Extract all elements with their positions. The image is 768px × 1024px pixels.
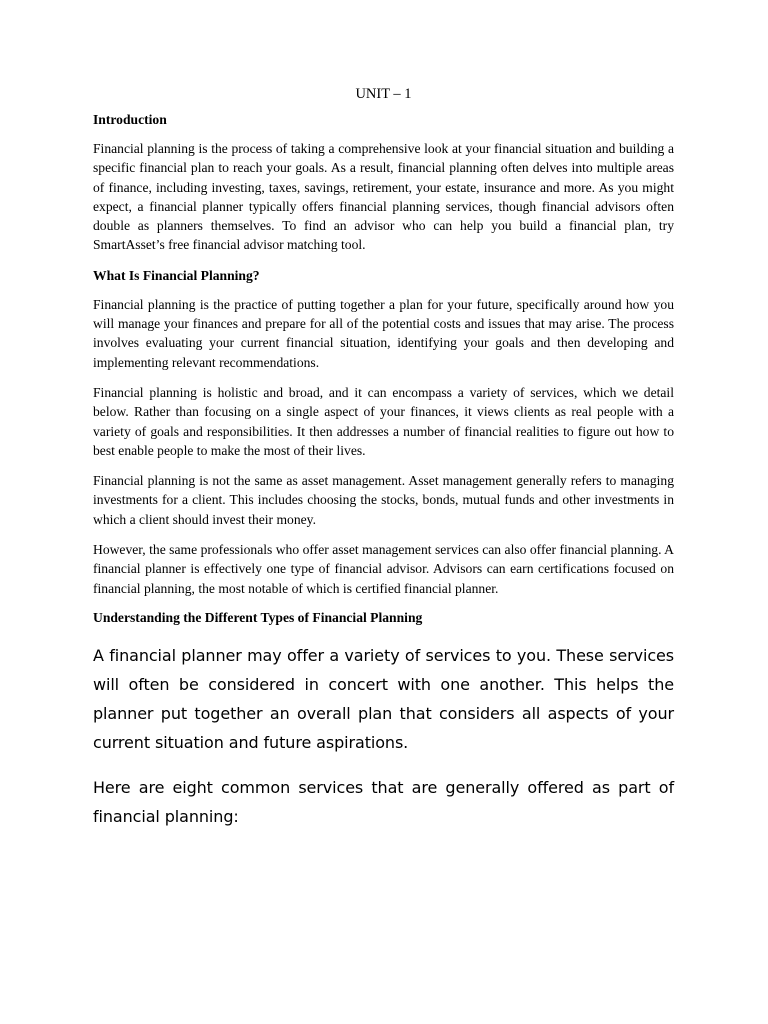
what-is-paragraph-4: However, the same professionals who offer asset management services can also offer financial planning. A financial planner is effectively one type of financial advisor. Advisors can earn certifications focused on financial planning, the most notable of which is certified financial planner.	[93, 542, 674, 596]
what-is-paragraph-3: Financial planning is not the same as asset management. Asset management generally refers to managing investments for a client. This includes choosing the stocks, bonds, mutual funds and other investments in which a client should invest their money.	[93, 473, 674, 527]
section-heading-types: Understanding the Different Types of Financial Planning	[93, 609, 423, 625]
types-paragraph-1: A financial planner may offer a variety of services to you. These services will often be considered in concert with one another. This helps the planner put together an overall plan that considers all aspects of your current situation and future aspirations.	[93, 645, 674, 752]
unit-title: UNIT – 1	[355, 86, 412, 102]
section-heading-introduction: Introduction	[93, 112, 167, 127]
what-is-paragraph-2: Financial planning is holistic and broad, and it can encompass a variety of services, which we detail below. Rather than focusing on a single aspect of your finances, it views clients as real people with a variety of goals and responsibilities. It then addresses a number of financial realities to figure out how to best enable people to make the most of their lives.	[93, 384, 674, 458]
section-heading-what-is-financial-planning: What Is Financial Planning?	[93, 267, 260, 283]
document-page	[93, 84, 674, 847]
types-paragraph-2: Here are eight common services that are generally offered as part of financial planning:	[93, 777, 674, 826]
what-is-paragraph-1: Financial planning is the practice of putting together a plan for your future, specifically around how you will manage your finances and prepare for all of the potential costs and issues that may arise. The process involves evaluating your current financial situation, identifying your goals and then developing and implementing relevant recommendations.	[93, 296, 674, 370]
introduction-paragraph: Financial planning is the process of taking a comprehensive look at your financial situation and building a specific financial plan to reach your goals. As a result, financial planning often delves into multiple areas of finance, including investing, taxes, savings, retirement, your estate, insurance and more. As you might expect, a financial planner typically offers financial planning services, though financial advisors often double as planners themselves. To find an advisor who can help you build a financial plan, try SmartAsset’s free financial advisor matching tool.	[93, 141, 674, 253]
